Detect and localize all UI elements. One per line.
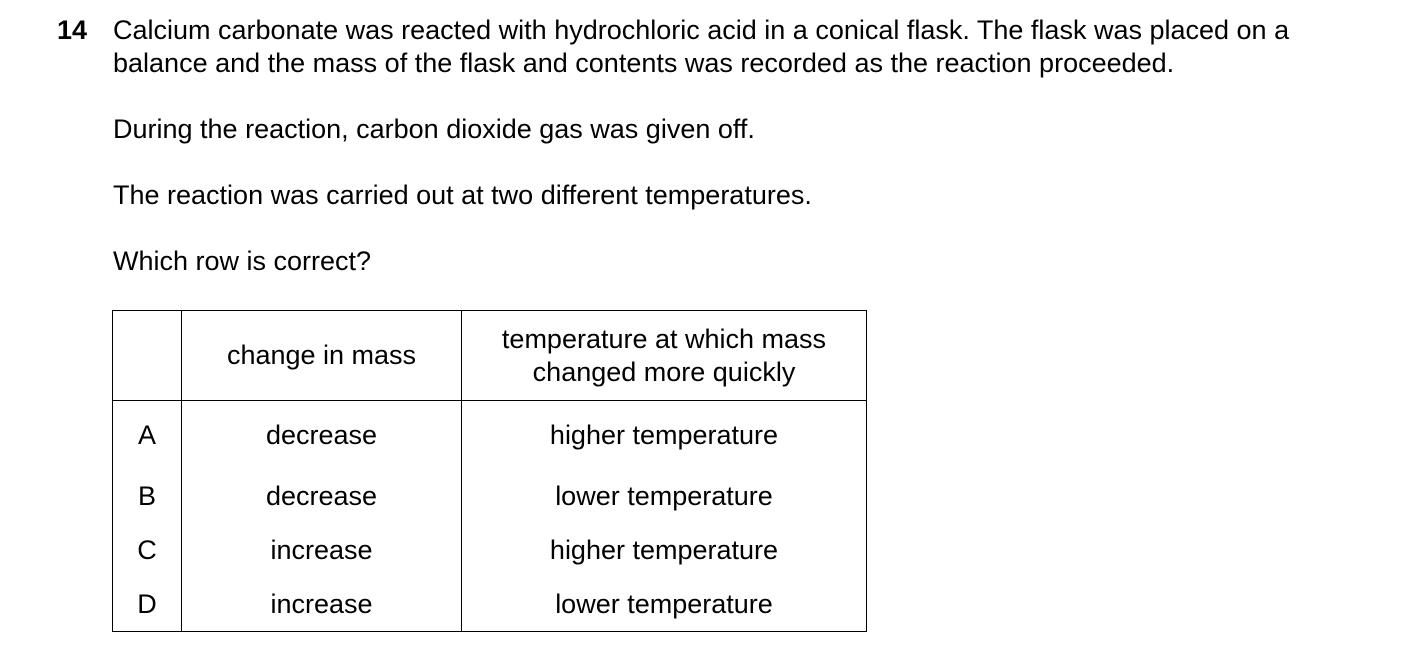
- option-mass-change: decrease: [182, 469, 462, 523]
- option-letter: C: [113, 523, 182, 577]
- table-row: [113, 577, 867, 632]
- table-row: [113, 469, 867, 523]
- stem-paragraph-2: During the reaction, carbon dioxide gas was given off.: [113, 114, 755, 144]
- option-letter: D: [113, 577, 182, 632]
- option-temperature: lower temperature: [462, 469, 867, 523]
- header-letter: [113, 311, 182, 401]
- option-mass-change: increase: [182, 523, 462, 577]
- option-mass-change: increase: [182, 577, 462, 632]
- question-stem: [113, 14, 1373, 278]
- table-header-row: [113, 311, 867, 401]
- table-row: [113, 523, 867, 577]
- header-temperature: temperature at which mass changed more quickly: [462, 311, 867, 401]
- stem-paragraph-4: Which row is correct?: [113, 246, 372, 276]
- option-temperature: higher temperature: [462, 401, 867, 470]
- header-change-in-mass: change in mass: [182, 311, 462, 401]
- option-letter: B: [113, 469, 182, 523]
- stem-paragraph-1: Calcium carbonate was reacted with hydrochloric acid in a conical flask. The flask was placed on a balance and the mass of the flask and contents was recorded as the reaction proceeded.: [113, 15, 1290, 78]
- option-letter: A: [113, 401, 182, 470]
- table-row: [113, 401, 867, 470]
- option-temperature: lower temperature: [462, 577, 867, 632]
- stem-paragraph-3: The reaction was carried out at two different temperatures.: [113, 180, 812, 210]
- question-number: 14: [57, 15, 88, 45]
- answer-options-table: [112, 310, 867, 632]
- option-mass-change: decrease: [182, 401, 462, 470]
- option-temperature: higher temperature: [462, 523, 867, 577]
